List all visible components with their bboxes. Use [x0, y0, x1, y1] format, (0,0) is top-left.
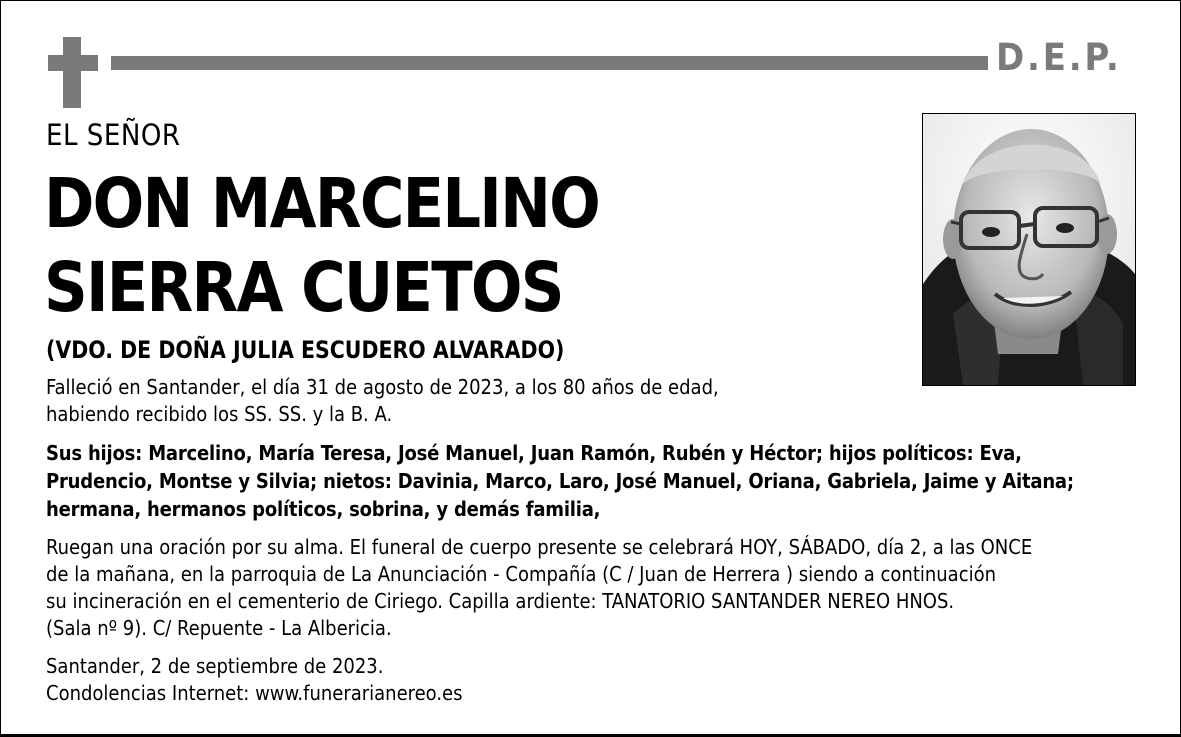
deceased-name-line1: DON MARCELINO — [44, 164, 600, 244]
funeral-line4: (Sala nº 9). C/ Repuente - La Albericia. — [46, 616, 392, 640]
honorific: EL SEÑOR — [46, 118, 181, 152]
cross-icon — [63, 37, 81, 108]
funeral-line1: Ruegan una oración por su alma. El funeral de cuerpo presente se celebrará HOY, SÁBADO, día 2, a las ONCE — [46, 535, 1033, 559]
deceased-name-line2: SIERRA CUETOS — [44, 248, 563, 328]
family-line3: hermana, hermanos políticos, sobrina, y demás familia, — [46, 497, 601, 521]
dep-label: D.E.P. — [996, 36, 1122, 79]
family-line1: Sus hijos: Marcelino, María Teresa, José Manuel, Juan Ramón, Rubén y Héctor; hijos políticos: Eva, — [46, 441, 1022, 465]
death-info-line1: Falleció en Santander, el día 31 de agosto de 2023, a los 80 años de edad, — [46, 375, 719, 399]
condolences-link: Condolencias Internet: www.funerarianereo.es — [46, 681, 463, 705]
place-date: Santander, 2 de septiembre de 2023. — [46, 654, 384, 678]
cross-icon-bar — [48, 55, 98, 71]
deceased-photo — [922, 113, 1136, 386]
funeral-line2: de la mañana, en la parroquia de La Anunciación - Compañía (C / Juan de Herrera ) siendo a continuación — [46, 562, 997, 586]
death-info-line2: habiendo recibido los SS. SS. y la B. A. — [46, 402, 393, 426]
family-line2: Prudencio, Montse y Silvia; nietos: Davinia, Marco, Laro, José Manuel, Oriana, Gabriela, Jaime y Aitana; — [46, 469, 1074, 493]
widower-of: (VDO. DE DOÑA JULIA ESCUDERO ALVARADO) — [46, 336, 565, 364]
funeral-line3: su incineración en el cementerio de Ciriego. Capilla ardiente: TANATORIO SANTANDER NEREO HNOS. — [46, 589, 955, 613]
header-rule — [111, 56, 988, 70]
deceased-name — [44, 162, 599, 330]
